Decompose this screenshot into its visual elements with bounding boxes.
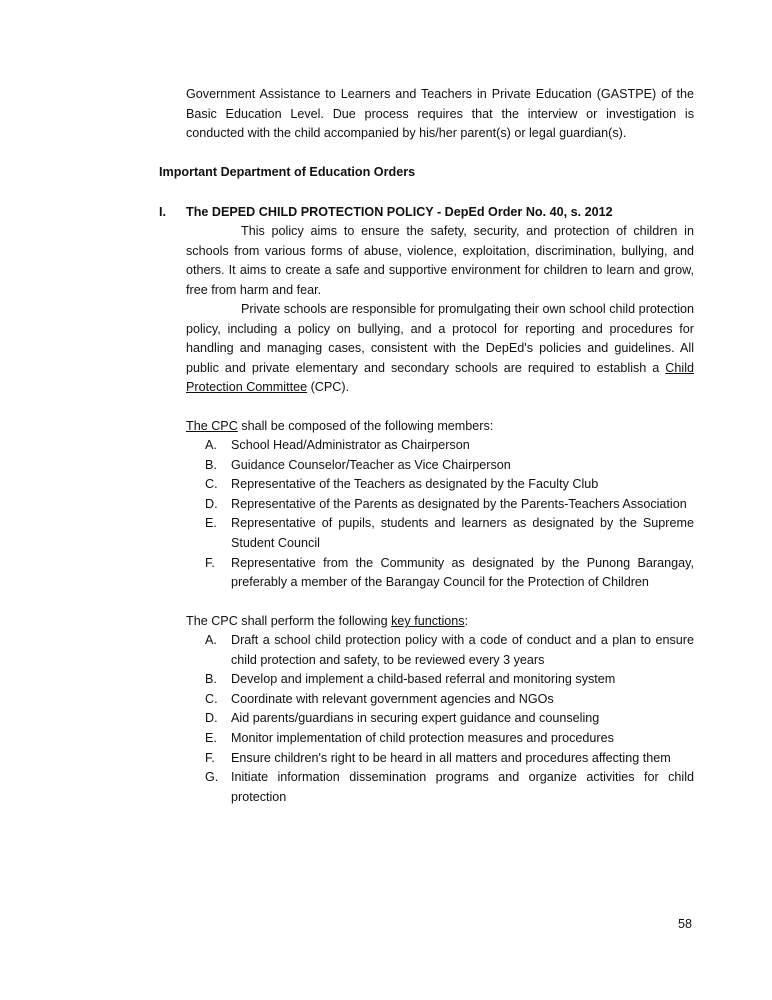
- list-letter: D.: [205, 496, 218, 511]
- list-item: [205, 749, 694, 769]
- policy-paragraph-1: This policy aims to ensure the safety, security, and protection of children in schools from various forms of abuse, violence, exploitation, discrimination, bullying, and others. It aims to create a safe and supportive environment for children to learn and grow, free from harm and fear.: [186, 224, 694, 297]
- list-text: Representative from the Community as designated by the Punong Barangay, preferably a member of the Barangay Council for the Protection of Children: [231, 555, 694, 590]
- list-item: [205, 456, 694, 476]
- list-text: Initiate information dissemination programs and organize activities for child protection: [231, 770, 694, 804]
- list-text: School Head/Administrator as Chairperson: [231, 438, 470, 452]
- page-number: 58: [678, 917, 693, 931]
- list-item: [205, 709, 694, 729]
- list-text: Ensure children's right to be heard in all matters and procedures affecting them: [231, 750, 671, 765]
- list-text: Coordinate with relevant government agencies and NGOs: [231, 691, 554, 706]
- list-item: [205, 729, 694, 749]
- list-text: Aid parents/guardians in securing expert guidance and counseling: [231, 711, 600, 726]
- list-text: Representative of pupils, students and learners as designated by the Supreme Student Council: [231, 516, 694, 550]
- intro-paragraph: Government Assistance to Learners and Teachers in Private Education (GASTPE) of the Basic Education Level. Due process requires that the interview or investigation is conducted with the child accompanied by his/her parent(s) or legal guardian(s).: [186, 87, 694, 141]
- policy-paragraph-2: [186, 300, 694, 398]
- list-text: Guidance Counselor/Teacher as Vice Chairperson: [231, 457, 511, 472]
- functions-intro: [186, 612, 694, 632]
- list-letter: A.: [205, 633, 217, 647]
- list-item: [205, 768, 694, 807]
- section-number: I.: [159, 205, 166, 219]
- list-text: Representative of the Parents as designated by the Parents-Teachers Association: [231, 496, 687, 511]
- list-item: [205, 495, 694, 515]
- list-letter: F.: [205, 555, 215, 570]
- the-cpc-term: The CPC: [186, 419, 238, 433]
- functions-intro-text: The CPC shall perform the following: [186, 614, 392, 628]
- list-letter: C.: [205, 691, 218, 706]
- list-text: Representative of the Teachers as designated by the Faculty Club: [231, 477, 599, 492]
- list-letter: B.: [205, 672, 217, 687]
- list-item: [205, 631, 694, 670]
- list-letter: B.: [205, 457, 217, 472]
- list-item: [205, 554, 694, 593]
- list-letter: E.: [205, 730, 217, 745]
- list-item: [205, 670, 694, 690]
- members-list: [205, 436, 694, 593]
- members-intro: [186, 417, 694, 437]
- list-letter: F.: [205, 750, 215, 765]
- list-letter: G.: [205, 770, 219, 785]
- list-item: [205, 475, 694, 495]
- functions-list: [205, 631, 694, 807]
- section-heading: Important Department of Education Orders: [159, 165, 416, 179]
- key-functions-term: key functions: [391, 614, 465, 628]
- paragraph-2-suffix: (CPC).: [307, 380, 350, 395]
- list-text: Monitor implementation of child protection measures and procedures: [231, 730, 614, 745]
- paragraph-2-text: Private schools are responsible for promulgating their own school child protection policy, including a policy on bullying, and a protocol for reporting and procedures for handling and managing cases, consistent with the DepEd's policies and guidelines. All public and private elementary and secondary schools are required to establish a: [186, 302, 694, 375]
- list-item: [205, 436, 694, 456]
- list-text: Develop and implement a child-based referral and monitoring system: [231, 672, 616, 687]
- list-item: [205, 690, 694, 710]
- list-letter: C.: [205, 477, 218, 492]
- list-letter: A.: [205, 438, 217, 452]
- list-item: [205, 514, 694, 553]
- functions-intro-colon: :: [464, 614, 469, 628]
- members-intro-text: shall be composed of the following members:: [237, 419, 494, 433]
- list-letter: E.: [205, 516, 217, 531]
- list-text: Draft a school child protection policy with a code of conduct and a plan to ensure child protection and safety, to be reviewed every 3 years: [231, 633, 694, 667]
- list-letter: D.: [205, 711, 218, 726]
- child-protection-committee-term: Child Protection Committee: [186, 360, 694, 395]
- section-title: The DEPED CHILD PROTECTION POLICY - DepEd Order No. 40, s. 2012: [186, 205, 613, 219]
